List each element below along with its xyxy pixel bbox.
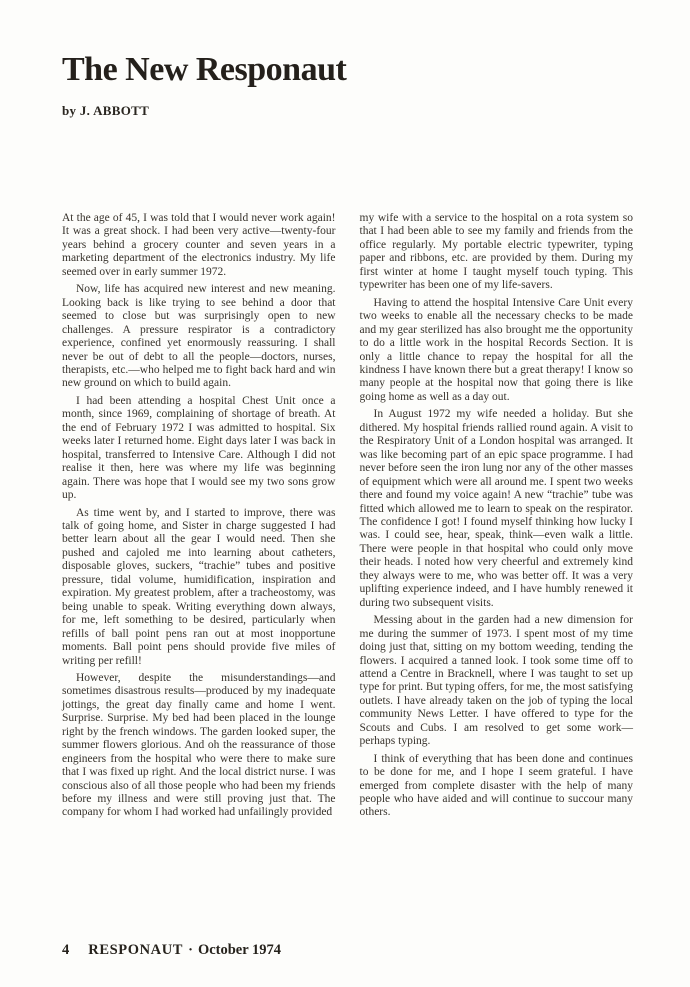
article-column-right <box>360 212 634 820</box>
page-title: The New Responaut <box>62 51 347 88</box>
page-footer <box>62 942 281 959</box>
paragraph: I had been attending a hospital Chest Unit once a month, since 1969, complaining of shortage of breath. At the end of February 1972 I was admitted to hospital. Six weeks later I returned home. Eight days later I was back in hospital, transferred to Intensive Care. Although I did not realise it then, here was where my life was beginning again. There was hope that I would see my two sons grow up. <box>62 394 336 502</box>
byline: by J. ABBOTT <box>62 103 150 118</box>
article-body <box>62 212 633 820</box>
paragraph: Messing about in the garden had a new dimension for me during the summer of 1973. I spent most of my time doing just that, sitting on my bottom weeding, tending the flowers. I acquired a tanned look. I took some time off to attend a Centre in Bracknell, where I was taught to set up type for print. But typing offers, for me, the most satisfying outlets. I have already taken on the job of typing the local community News Letter. I have offered to type for the Scouts and Cubs. I am resolved to get some work—perhaps typing. <box>359 614 634 748</box>
paragraph: However, despite the misunderstandings—and sometimes disastrous results—produced by my inadequate jottings, the great day finally came and home I went. Surprise. Surprise. My bed had been placed in the lounge right by the french windows. The garden looked super, the summer flowers glorious. And oh the reassurance of those engineers from the hospital who were there to make sure that I was fixed up right. And the local district nurse. I was conscious also of all those people who had been my friends before my illness and were still proving just that. The company for whom I had worked had unfailingly provided <box>62 671 336 819</box>
paragraph: Having to attend the hospital Intensive Care Unit every two weeks to enable all the necessary checks to be made and my gear sterilized has also brought me the opportunity to do a little work in the hospital Records Section. It is only a little chance to repay the hospital for all the kindness I have known there but a great therapy! I know so many people at the hospital now that going there is like going home as well as a day out. <box>359 296 633 403</box>
paragraph: As time went by, and I started to improve, there was talk of going home, and Sister in charge suggested I had better learn about all the gear I would need. Then she pushed and cajoled me into learning about catheters, disposable gloves, suckers, “trachie” tubes and positive pressure, tidal volume, humidification, inspiration and expiration. My greatest problem, after a tracheostomy, was being unable to speak. Writing everything down always, for me, left something to be desired, particularly when refills of ball point pens ran out at most inopportune moments. Ball point pens should provide five miles of writing per refill! <box>62 506 336 667</box>
paragraph: In August 1972 my wife needed a holiday. But she dithered. My hospital friends rallied round again. A visit to the Respiratory Unit of a London hospital was arranged. It was like becoming part of an epic space programme. I had never before seen the iron lung nor any of the other masses of equipment which were all around me. I spent two weeks there and found my voice again! A new “trachie” tube was fitted which allowed me to learn to speak on the respirator. The confidence I got! I found myself thinking how lucky I was. I could see, hear, speak, think—even walk a little. There were people in that hospital who could only move their heads. I noted how very cheerful and extremely kind they always were to me, who was better off. It was a very uplifting experience indeed, and I have humbly renewed it during two subsequent visits. <box>359 408 633 609</box>
paragraph: Now, life has acquired new interest and new meaning. Looking back is like trying to see behind a door that seemed to close but was surprisingly open to new challenges. A pressure respirator is a contradictory experience, confined yet enormously reassuring. I shall never be out of debt to all the people—doctors, nurses, therapists, etc.—who helped me to fight back hard and win new ground on which to build again. <box>62 283 336 390</box>
article-column-left <box>62 212 336 820</box>
footer-separator-dot: · <box>188 942 193 958</box>
paragraph: my wife with a service to the hospital on a rota system so that I had been able to see my family and friends from the office regularly. My portable electric typewriter, typing paper and ribbons, etc. are provided by them. During my first winter at home I taught myself touch typing. This typewriter has been one of my life-savers. <box>359 212 633 292</box>
paragraph: I think of everything that has been done and continues to be done for me, and I hope I seem grateful. I have emerged from complete disaster with the help of many people who have aided and will continue to succour many others. <box>359 752 633 819</box>
page-number: 4 <box>62 942 70 958</box>
journal-name: RESPONAUT <box>88 942 184 958</box>
paragraph: At the age of 45, I was told that I would never work again! It was a great shock. I had been very active—twenty-four years behind a grocery counter and seven years in a marketing department of the electronics industry. My life seemed over in early summer 1972. <box>62 212 336 278</box>
issue-date: October 1974 <box>197 942 282 958</box>
